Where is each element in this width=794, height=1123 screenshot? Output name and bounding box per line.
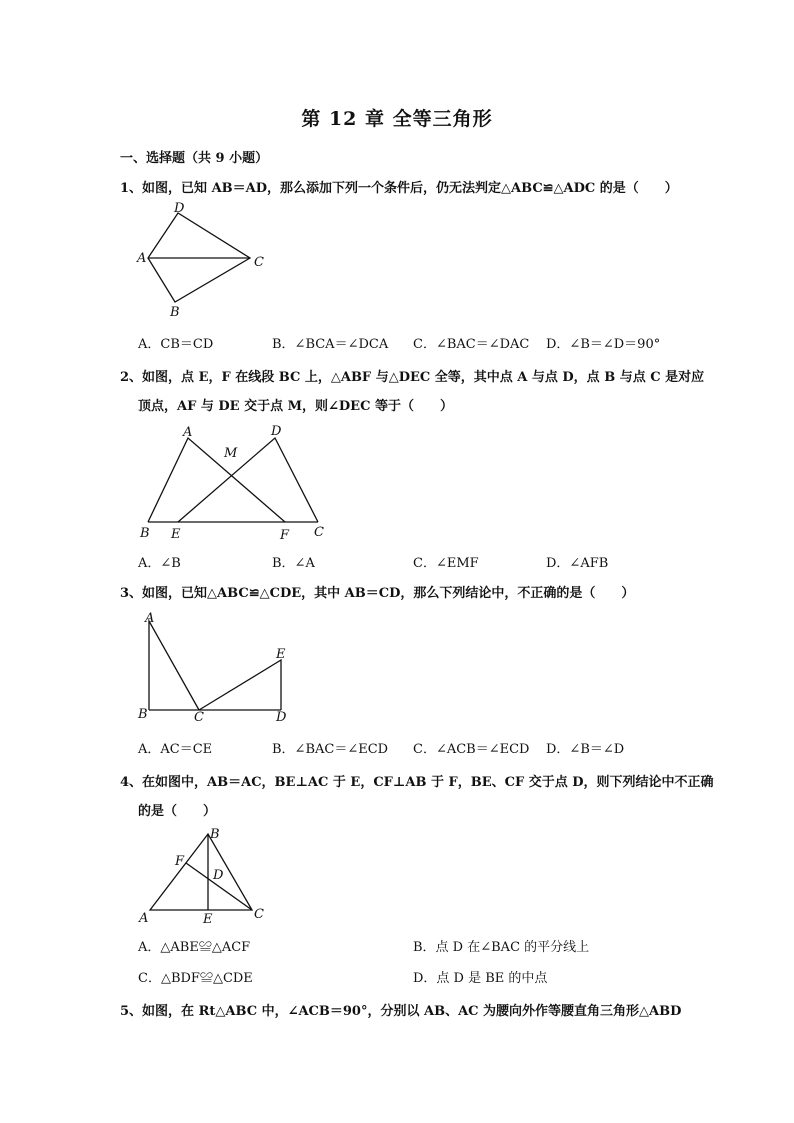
q4-label-f: F xyxy=(175,854,185,869)
q4-label-e: E xyxy=(203,912,213,927)
q3-option-c[interactable]: C．∠ACB＝∠ECD xyxy=(413,742,530,757)
q2-label-d: D xyxy=(271,424,282,439)
question-4-figure xyxy=(135,825,270,927)
question-3-figure xyxy=(130,608,305,728)
q4-label-c: C xyxy=(254,907,264,922)
q2-label-m: M xyxy=(224,446,238,461)
question-4-stem-line1: 4、在如图中，AB＝AC，BE⊥AC 于 E，CF⊥AB 于 F，BE、CF 交于点 D，则下列结论中不正确 xyxy=(120,775,714,790)
q3-label-c: C xyxy=(194,710,204,725)
q2-option-c[interactable]: C．∠EMF xyxy=(413,556,479,571)
q3-triangle-cde xyxy=(199,660,281,710)
question-2-stem-line1: 2、如图，点 E，F 在线段 BC 上，△ABF 与△DEC 全等，其中点 A 与点 D，点 B 与点 C 是对应 xyxy=(120,370,705,385)
q4-option-c[interactable]: C．△BDF≌△CDE xyxy=(138,971,253,986)
question-1-stem: 1、如图，已知 AB＝AD，那么添加下列一个条件后，仍无法判定△ABC≌△ADC 的是（ ） xyxy=(120,181,678,196)
q3-option-a[interactable]: A．AC＝CE xyxy=(138,742,213,757)
q1-option-a[interactable]: A．CB＝CD xyxy=(138,337,214,352)
q1-option-c[interactable]: C．∠BAC＝∠DAC xyxy=(413,337,530,352)
q2-label-b: B xyxy=(140,526,150,541)
question-4-stem-line2: 的是（ ） xyxy=(138,804,217,819)
q4-option-d[interactable]: D．点 D 是 BE 的中点 xyxy=(413,971,548,986)
q3-label-e: E xyxy=(276,647,286,662)
q1-option-d[interactable]: D．∠B＝∠D＝90° xyxy=(546,337,661,352)
q4-label-d: D xyxy=(213,868,224,883)
question-3-stem: 3、如图，已知△ABC≌△CDE，其中 AB＝CD，那么下列结论中，不正确的是（ ） xyxy=(120,586,635,601)
q2-triangle-dec xyxy=(178,438,318,522)
q3-triangle-abc xyxy=(149,621,199,710)
q1-label-d: D xyxy=(174,201,185,216)
q2-option-a[interactable]: A．∠B xyxy=(138,556,181,571)
question-1-figure xyxy=(130,198,280,320)
q2-option-b[interactable]: B．∠A xyxy=(272,556,315,571)
q4-label-b: B xyxy=(210,827,220,842)
q3-option-d[interactable]: D．∠B＝∠D xyxy=(546,742,625,757)
q4-label-a: A xyxy=(139,911,149,926)
q2-option-d[interactable]: D．∠AFB xyxy=(546,556,609,571)
page-title: 第 12 章 全等三角形 xyxy=(301,108,493,130)
question-2-figure xyxy=(130,420,330,542)
q1-label-b: B xyxy=(170,305,180,320)
question-2-stem-line2: 顶点，AF 与 DE 交于点 M，则∠DEC 等于（ ） xyxy=(138,399,453,414)
q3-label-b: B xyxy=(138,707,148,722)
q2-label-f: F xyxy=(280,528,290,542)
question-5-stem: 5、如图，在 Rt△ABC 中，∠ACB＝90°，分别以 AB、AC 为腰向外作等腰直角三角形△ABD xyxy=(120,1004,682,1019)
q2-triangle-abf xyxy=(148,438,285,522)
section-heading: 一、选择题（共 9 小题） xyxy=(120,151,269,166)
q3-option-b[interactable]: B．∠BAC＝∠ECD xyxy=(272,742,389,757)
q2-label-c: C xyxy=(314,525,324,540)
q1-option-b[interactable]: B．∠BCA＝∠DCA xyxy=(272,337,389,352)
q4-option-b[interactable]: B．点 D 在∠BAC 的平分线上 xyxy=(413,940,590,955)
q2-label-e: E xyxy=(171,527,181,542)
q3-label-d: D xyxy=(276,710,287,725)
q2-label-a: A xyxy=(183,425,193,440)
q1-label-a: A xyxy=(137,251,147,266)
q1-label-c: C xyxy=(254,255,264,270)
q4-option-a[interactable]: A．△ABE≌△ACF xyxy=(138,940,251,955)
q3-label-a: A xyxy=(145,611,155,626)
